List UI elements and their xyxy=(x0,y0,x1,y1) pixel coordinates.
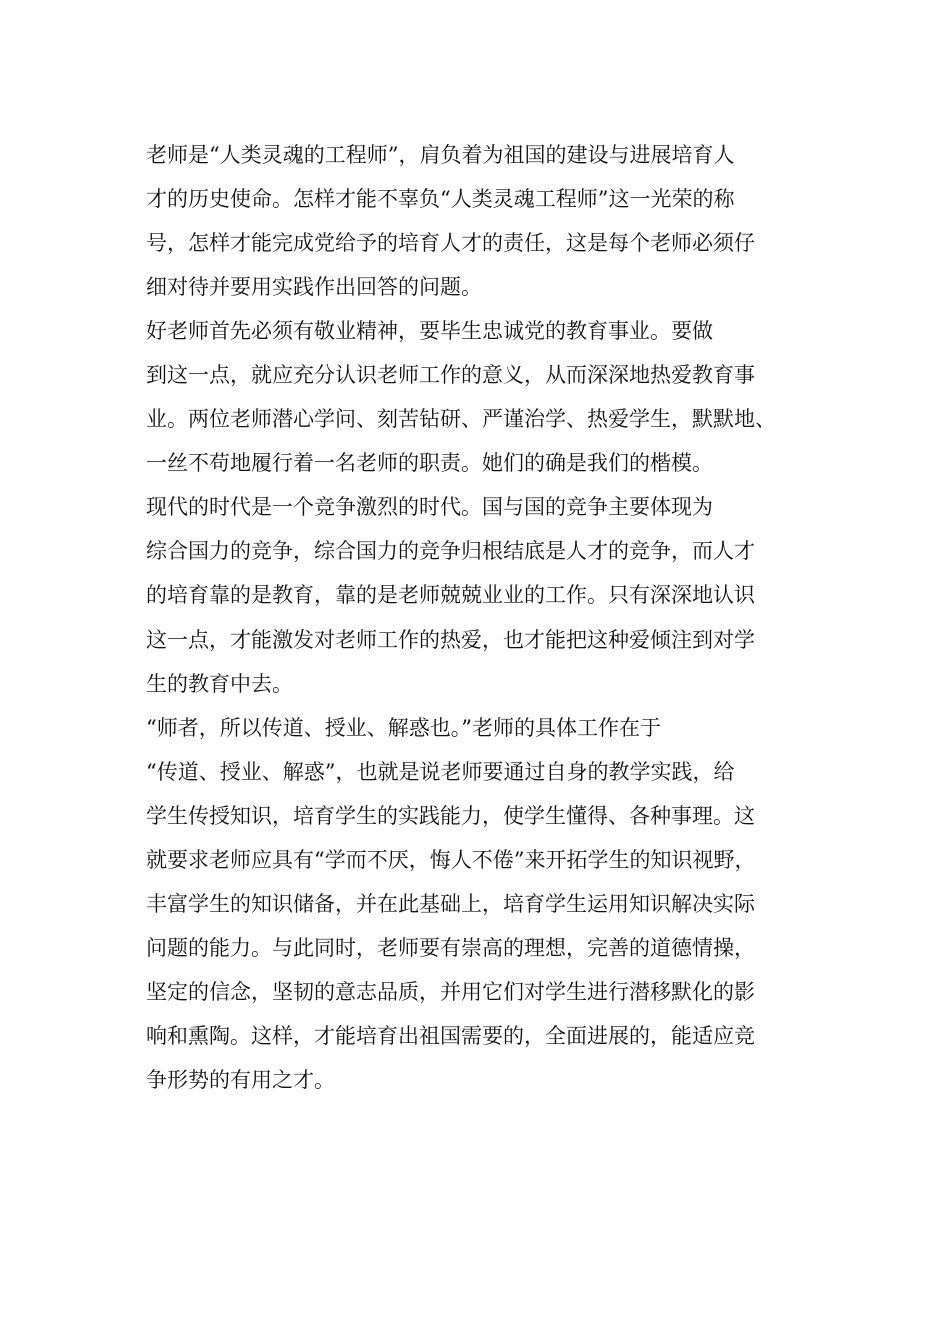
text-line: 才的历史使命。怎样才能不辜负“人类灵魂工程师”这一光荣的称 xyxy=(146,187,735,212)
text-line: “传道、授业、解惑”，也就是说老师要通过自身的教学实践，给 xyxy=(146,759,735,784)
text-line: 一丝不苟地履行着一名老师的职责。她们的确是我们的楷模。 xyxy=(146,451,713,476)
text-line: 生的教育中去。 xyxy=(146,671,293,696)
text-line: 争形势的有用之才。 xyxy=(146,1067,335,1092)
text-line: 业。两位老师潜心学问、刻苦钻研、严谨治学、热爱学生，默默地、 xyxy=(146,407,776,432)
text-line: 的培育靠的是教育，靠的是老师兢兢业业的工作。只有深深地认识 xyxy=(146,583,755,608)
text-line: 问题的能力。与此同时，老师要有崇高的理想，完善的道德情操， xyxy=(146,935,755,960)
text-line: “师者，所以传道、授业、解惑也。”老师的具体工作在于 xyxy=(146,715,661,740)
text-line: 综合国力的竞争，综合国力的竞争归根结底是人才的竞争，而人才 xyxy=(146,539,755,564)
text-line: 老师是“人类灵魂的工程师”，肩负着为祖国的建设与进展培育人 xyxy=(146,143,735,167)
text-line: 现代的时代是一个竞争激烈的时代。国与国的竞争主要体现为 xyxy=(146,495,713,520)
text-line: 响和熏陶。这样，才能培育出祖国需要的，全面进展的，能适应竞 xyxy=(146,1023,755,1048)
body-text xyxy=(146,133,826,1102)
text-line: 这一点，才能激发对老师工作的热爱，也才能把这种爱倾注到对学 xyxy=(146,627,755,652)
text-line: 丰富学生的知识储备，并在此基础上，培育学生运用知识解决实际 xyxy=(146,891,755,916)
text-line: 到这一点，就应充分认识老师工作的意义，从而深深地热爱教育事 xyxy=(146,363,755,388)
text-line: 坚定的信念，坚韧的意志品质，并用它们对学生进行潜移默化的影 xyxy=(146,979,755,1004)
text-line: 学生传授知识，培育学生的实践能力，使学生懂得、各种事理。这 xyxy=(146,803,755,828)
text-line: 细对待并要用实践作出回答的问题。 xyxy=(146,275,482,300)
text-line: 就要求老师应具有“学而不厌，悔人不倦”来开拓学生的知识视野， xyxy=(146,847,756,872)
text-line: 好老师首先必须有敬业精神，要毕生忠诚党的教育事业。要做 xyxy=(146,319,713,344)
text-line: 号，怎样才能完成党给予的培育人才的责任，这是每个老师必须仔 xyxy=(146,231,755,256)
